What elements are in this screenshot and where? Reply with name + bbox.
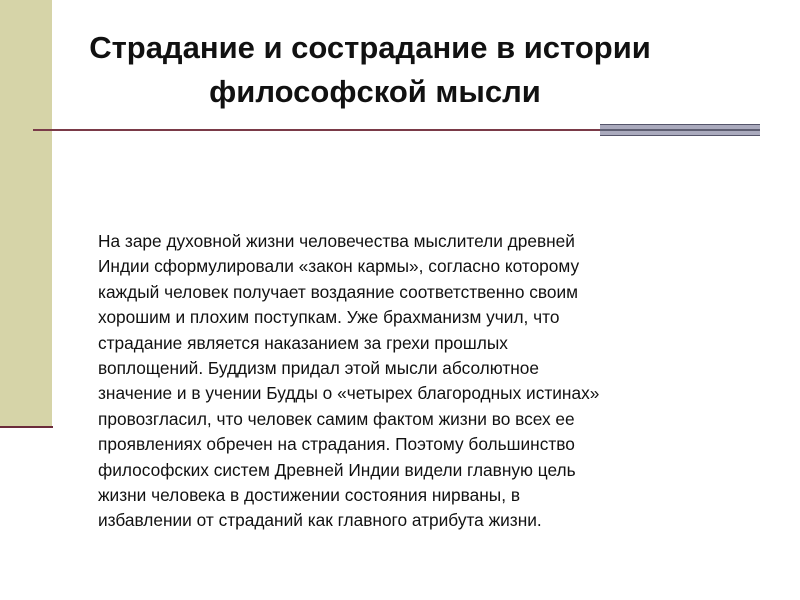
slide-title-line-2: философской мысли (209, 74, 541, 109)
slide-title (40, 26, 700, 114)
title-divider (33, 129, 601, 131)
slide-title-line-1: Страдание и сострадание в истории (89, 30, 651, 65)
title-accent-line (600, 129, 760, 131)
side-decor-underline (0, 426, 53, 428)
slide-body-text: На заре духовной жизни человечества мыслители древней Индии сформулировали «закон кармы», согласно которому каждый человек получает воздаяние соответственно своим хорошим и плохим поступкам. Уже брахманизм учил, что страдание является наказанием за грехи прошлых воплощений. Буддизм придал этой мысли абсолютное значение и в учении Будды о «четырех благородных истинах» провозгласил, что человек самим фактом жизни во всех ее проявлениях обречен на страдания. Поэтому большинство философских систем Древней Индии видели главную цель жизни человека в достижении состояния нирваны, в избавлении от страданий как главного атрибута жизни. (98, 231, 600, 531)
